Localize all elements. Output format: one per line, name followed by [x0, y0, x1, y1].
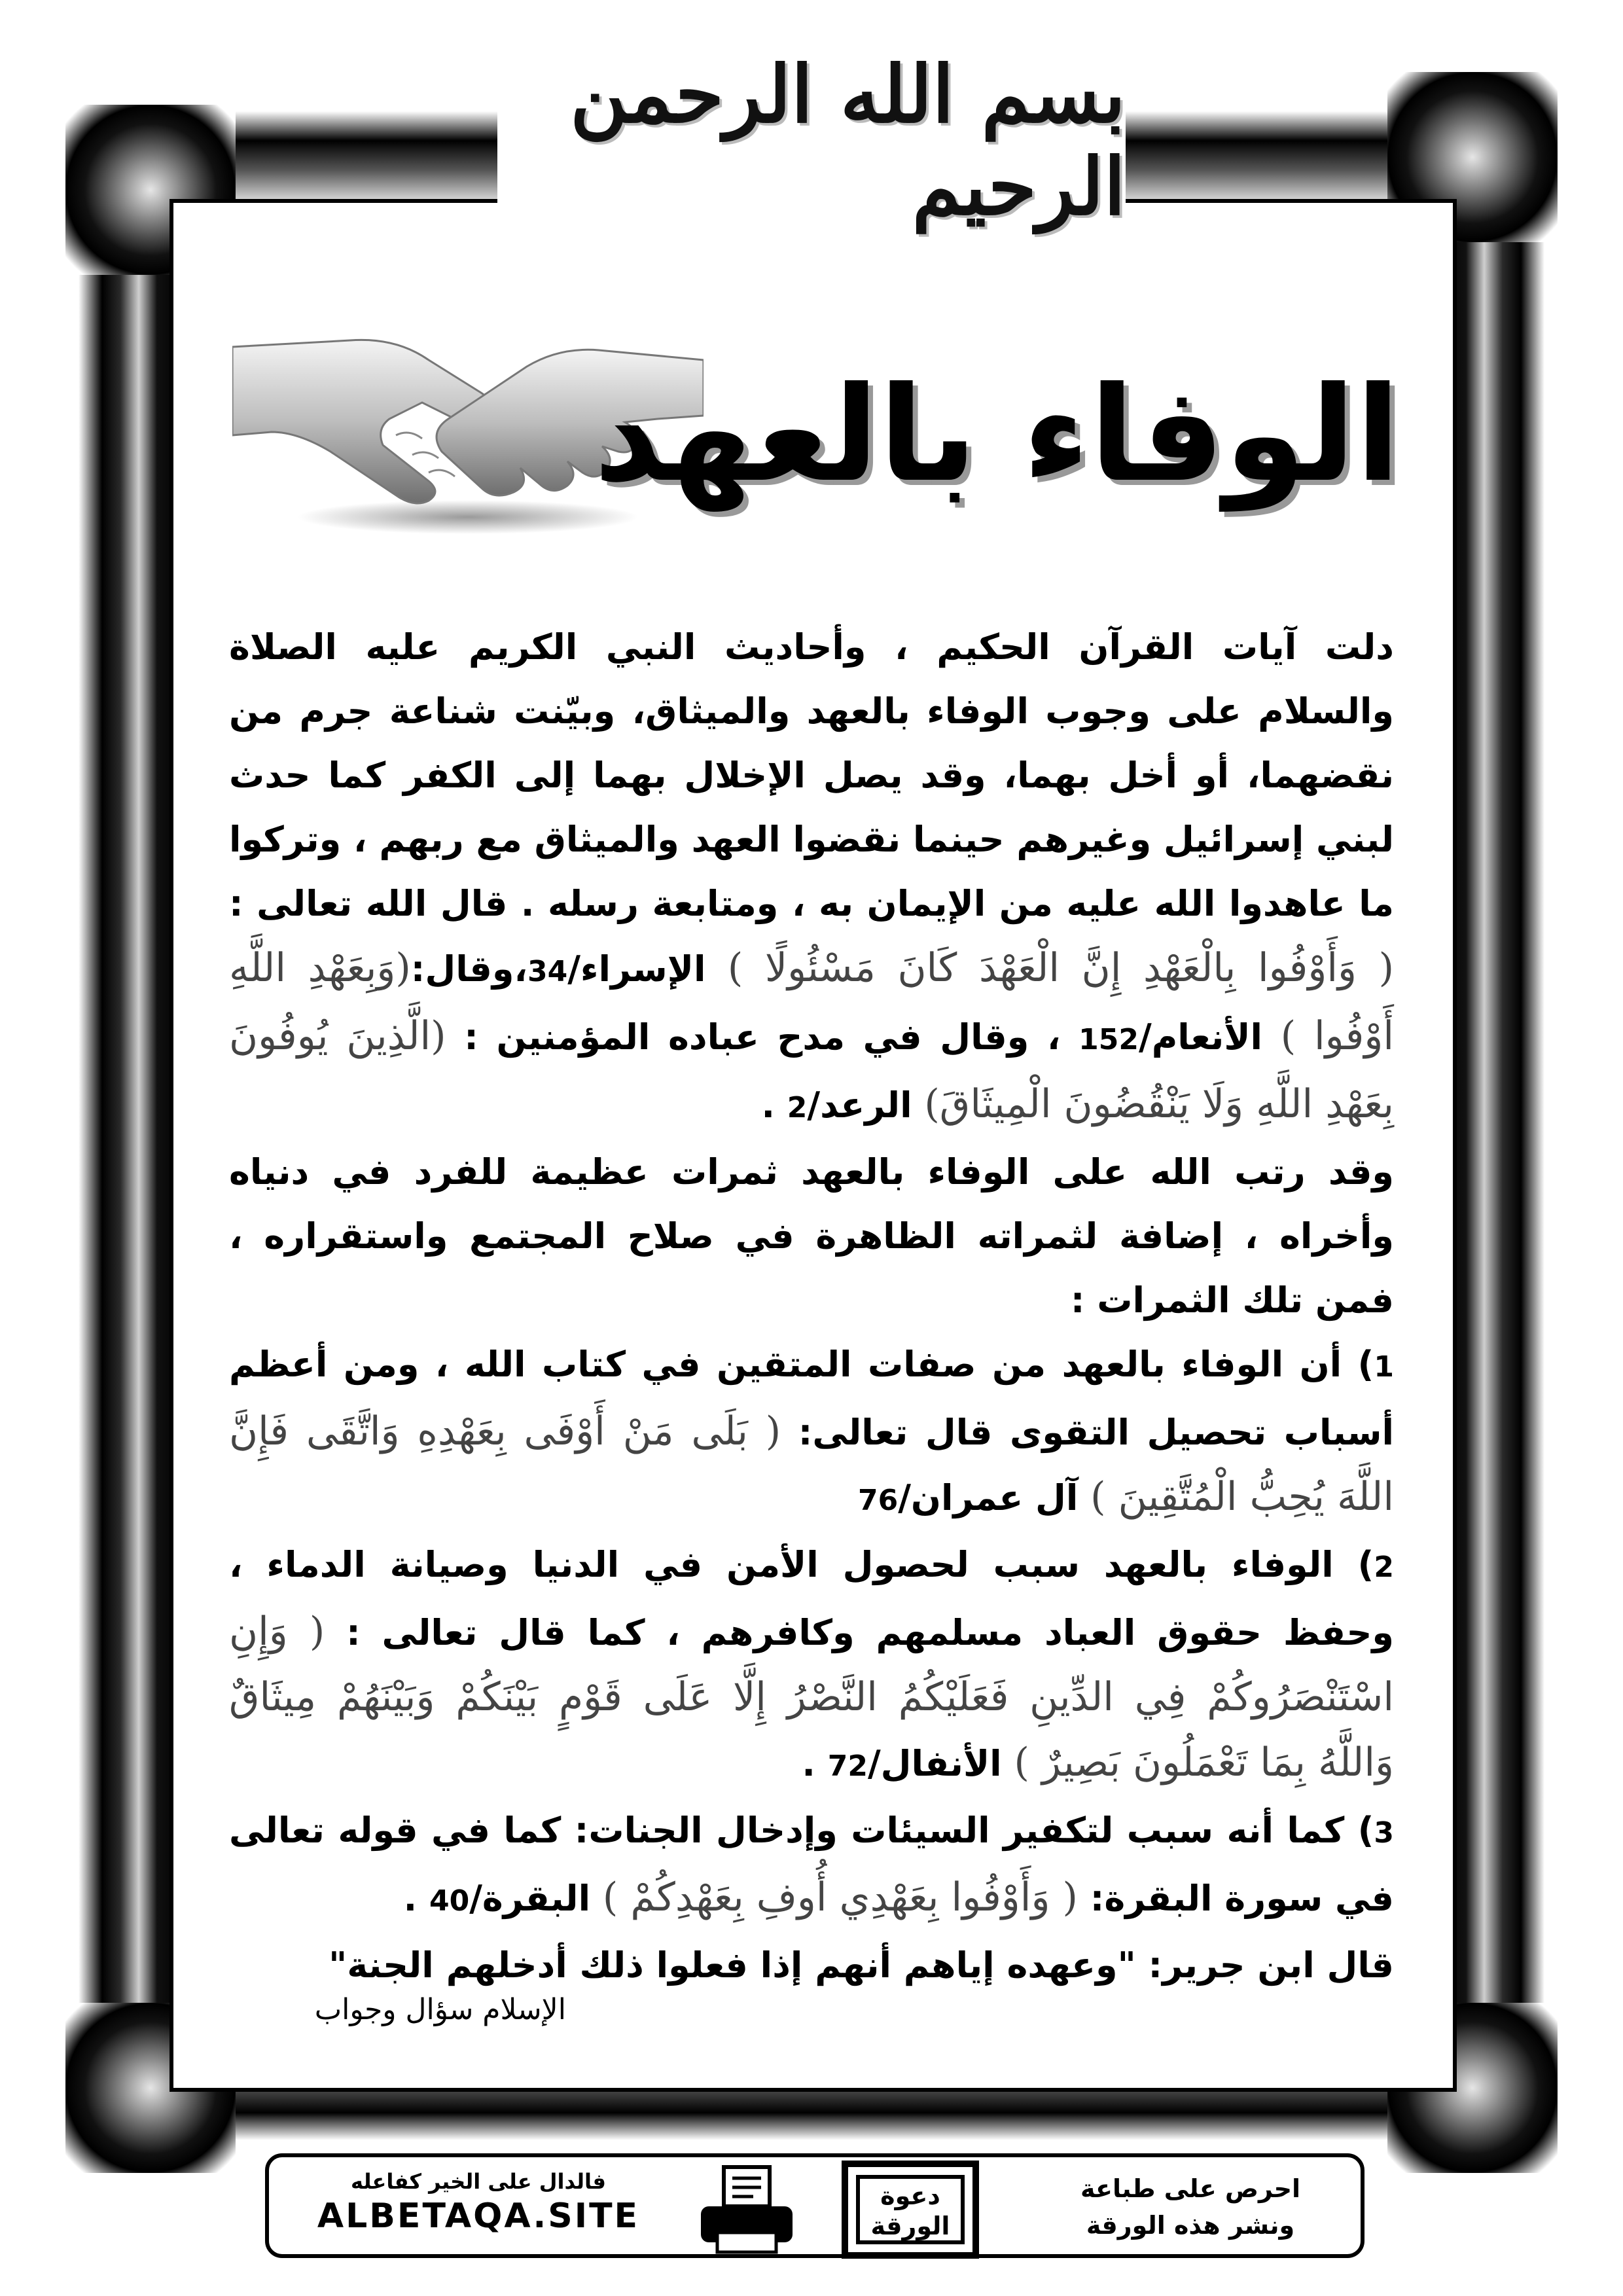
- footer-print-line-2: ونشر هذه الورقة: [1086, 2211, 1295, 2240]
- printer-icon: [694, 2164, 799, 2255]
- paragraph-text: .: [761, 1085, 787, 1126]
- verse-number: 72: [827, 1749, 868, 1783]
- paragraph-text: الأنعام/: [1138, 1016, 1281, 1058]
- paragraph-text: ) الوفاء بالعهد سبب لحصول الأمن في الدنيا وصيانة الدماء ، وحفظ حقوق العباد مسلمهم وكافرهم ، كما قال تعالى :: [229, 1544, 1395, 1653]
- verse-number: 1: [1374, 1350, 1394, 1384]
- verse-number: 152: [1079, 1023, 1139, 1056]
- paragraph-text: الإسراء/: [567, 948, 728, 990]
- paragraph-text: وقد رتب الله على الوفاء بالعهد ثمرات عظيمة للفرد في دنياه وأخراه ، إضافة لثمراته الظاهرة في صلاح المجتمع واستقراره ، فمن تلك الثمرات :: [229, 1151, 1394, 1321]
- verse-number: 76: [857, 1484, 899, 1517]
- footer-site-link[interactable]: ALBETAQA.SITE: [317, 2197, 640, 2236]
- quran-verse: (الَّذِينَ يُوفُونَ بِعَهْدِ اللَّهِ وَلَا يَنْقُضُونَ الْمِيثَاقَ): [229, 1013, 1394, 1127]
- paragraph-text: دلت آيات القرآن الحكيم ، وأحاديث النبي الكريم عليه الصلاة والسلام على وجوب الوفاء بالعهد والميثاق، وبيّنت شناعة جرم من نقضهما، أو أخل بهما، وقد يصل الإخلال بهما إلى الكفر كما حدث لبني إسرائيل وغيرهم حينما نقضوا العهد والميثاق مع ربهم ، وتركوا ما عاهدوا الله عليه من الإيمان به ، ومتابعة رسله . قال الله تعالى :: [229, 626, 1394, 924]
- logo-line-1: دعوة: [880, 2181, 940, 2210]
- paragraph-text: الأنفال/: [867, 1743, 1014, 1784]
- paragraph-text: ) كما أنه سبب لتكفير السيئات وإدخال الجنات: كما في قوله تعالى في سورة البقرة:: [229, 1810, 1394, 1919]
- verse-number: 2: [787, 1091, 808, 1124]
- paragraph-text: البقرة/: [469, 1878, 603, 1919]
- footer-print-line-1: احرص على طباعة: [1080, 2174, 1301, 2203]
- paragraph-text: .: [403, 1878, 429, 1919]
- basmala-header: [497, 48, 1126, 233]
- footer-tagline: فالدال على الخير كفاعله: [351, 2169, 606, 2194]
- article-paragraph: [229, 1333, 1394, 1533]
- paragraph-text: ،وقال:: [410, 948, 527, 990]
- verse-number: 34: [527, 955, 568, 988]
- article-title: الوفاء بالعهد: [594, 359, 1400, 511]
- verse-number: 2: [1374, 1551, 1394, 1584]
- article-paragraph: [229, 1799, 1394, 1933]
- footer-banner: [265, 2153, 1364, 2258]
- footer-site-block: [295, 2169, 662, 2236]
- quran-verse: ( وَأَوْفُوا بِعَهْدِي أُوفِ بِعَهْدِكُمْ ): [602, 1874, 1078, 1920]
- quran-verse: ( بَلَى مَنْ أَوْفَى بِعَهْدِهِ وَاتَّقَى فَإِنَّ اللَّهَ يُحِبُّ الْمُتَّقِينَ ): [229, 1408, 1394, 1520]
- verse-number: 3: [1374, 1816, 1394, 1850]
- article-paragraph: [229, 1933, 1394, 1998]
- source-credit: الإسلام سؤال وجواب: [314, 1993, 566, 2026]
- logo-line-2: الورقة: [870, 2212, 950, 2240]
- footer-print-appeal: [1046, 2170, 1334, 2244]
- basmala-calligraphy: بسم الله الرحمن الرحيم: [570, 48, 1126, 233]
- article-paragraph: [229, 615, 1394, 1140]
- paragraph-text: .: [802, 1743, 828, 1784]
- article-paragraph: [229, 1140, 1394, 1333]
- article-paragraph: [229, 1533, 1394, 1799]
- quran-verse: ( وَإِنِ اسْتَنْصَرُوكُمْ فِي الدِّينِ فَعَلَيْكُمُ النَّصْرُ إِلَّا عَلَى قَوْمٍ بَيْنَكُمْ وَبَيْنَهُمْ مِيثَاقٌ وَاللَّهُ بِمَا تَعْمَلُونَ بَصِيرٌ ): [229, 1609, 1394, 1785]
- dawat-alwaraqa-logo: [832, 2157, 989, 2262]
- paragraph-text: آل عمران/: [898, 1477, 1091, 1518]
- paragraph-text: ، وقال في مدح عباده المؤمنين :: [446, 1016, 1079, 1058]
- quran-verse: ( وَأَوْفُوا بِالْعَهْدِ إِنَّ الْعَهْدَ كَانَ مَسْئُولًا ): [727, 945, 1394, 991]
- paragraph-text: قال ابن جرير: "وعهده إياهم أنهم إذا فعلوا ذلك أدخلهم الجنة": [329, 1945, 1394, 1986]
- article-body: [229, 615, 1394, 1998]
- paragraph-text: ) أن الوفاء بالعهد من صفات المتقين في كتاب الله ، ومن أعظم أسباب تحصيل التقوى قال تعالى:: [229, 1344, 1394, 1453]
- quran-verse: (وَبِعَهْدِ اللَّهِ أَوْفُوا ): [229, 945, 1394, 1059]
- paragraph-text: الرعد/: [807, 1085, 925, 1126]
- verse-number: 40: [429, 1884, 470, 1918]
